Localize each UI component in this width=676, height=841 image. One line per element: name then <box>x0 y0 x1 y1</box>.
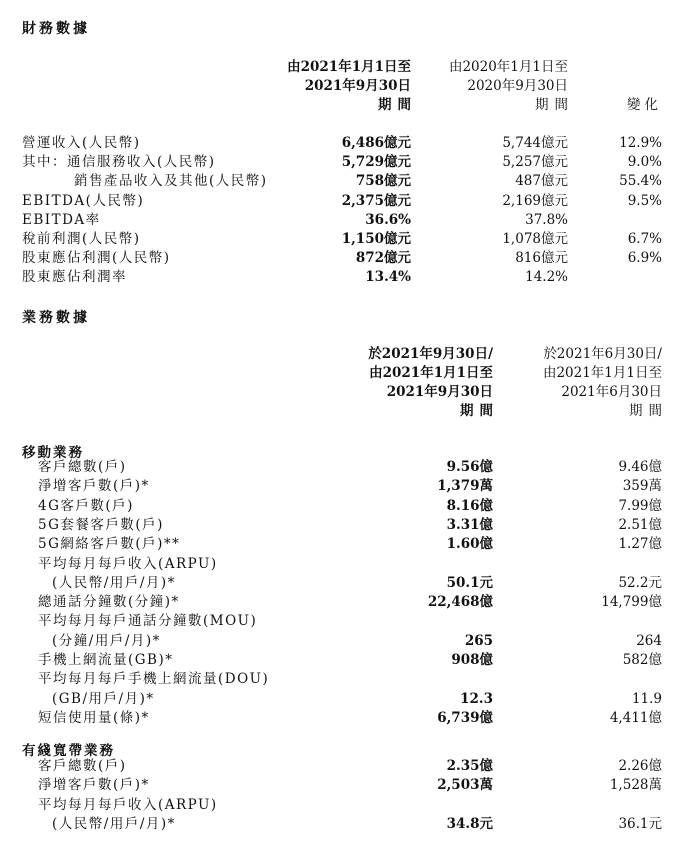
financial-row-change: 55.4% <box>619 173 662 189</box>
financial-row-label: 股東應佔利潤(人民幣) <box>22 250 171 266</box>
financial-header-current-line3: 期間 <box>378 97 417 113</box>
business-header-prior-line3: 2021年6月30日 <box>561 384 662 400</box>
business-header-prior-line2: 由2021年1月1日至 <box>542 365 662 381</box>
mobile-row-prior-value: 4,411億 <box>609 710 662 726</box>
mobile-row-label: 平均每月每戶收入(ARPU) <box>38 556 218 572</box>
financial-row-change: 9.0% <box>627 154 662 170</box>
mobile-row-label: 平均每月每戶通話分鐘數(MOU) <box>38 613 258 629</box>
mobile-row-current-value: 6,739億 <box>437 710 493 726</box>
financial-section-title: 財務數據 <box>22 21 90 37</box>
broadband-row-current-value: 2,503萬 <box>437 777 493 793</box>
financial-header-change: 變化 <box>627 97 662 113</box>
broadband-row-label: (人民幣/用戶/月)* <box>52 816 176 832</box>
mobile-row-current-value: 50.1元 <box>446 575 493 591</box>
mobile-row-prior-value: 9.46億 <box>618 459 662 475</box>
financial-row-current-value: 13.4% <box>365 269 411 285</box>
mobile-row-label: 手機上網流量(GB)* <box>38 652 174 668</box>
mobile-row-label: 4G客戶數(戶) <box>38 498 134 514</box>
mobile-row-label: 短信使用量(條)* <box>38 710 150 726</box>
financial-row-change: 6.7% <box>627 231 662 247</box>
financial-row-label: EBITDA(人民幣) <box>22 193 145 209</box>
financial-row-prior-value: 14.2% <box>525 269 568 285</box>
financial-row-prior-value: 5,744億元 <box>502 135 568 151</box>
financial-row-label: 其中：通信服務收入(人民幣) <box>22 154 216 170</box>
financial-row-label: 營運收入(人民幣) <box>22 135 141 151</box>
mobile-row-label: (分鐘/用戶/月)* <box>52 633 161 649</box>
mobile-row-label: (人民幣/用戶/月)* <box>52 575 176 591</box>
financial-row-prior-value: 37.8% <box>525 212 568 228</box>
mobile-row-label: 5G套餐客戶數(戶) <box>38 517 164 533</box>
financial-row-current-value: 36.6% <box>365 212 411 228</box>
broadband-row-current-value: 34.8元 <box>446 816 493 832</box>
financial-row-prior-value: 5,257億元 <box>502 154 568 170</box>
mobile-row-prior-value: 52.2元 <box>618 575 662 591</box>
financial-row-label: 銷售產品收入及其他(人民幣) <box>74 173 268 189</box>
financial-row-current-value: 2,375億元 <box>341 193 411 209</box>
mobile-row-label: 總通話分鐘數(分鐘)* <box>38 594 180 610</box>
financial-row-change: 9.5% <box>627 193 662 209</box>
mobile-row-label: 客戶總數(戶) <box>38 459 127 475</box>
financial-header-current-line2: 2021年9月30日 <box>304 78 411 94</box>
mobile-row-label: 平均每月每戶手機上網流量(DOU) <box>38 671 270 687</box>
financial-row-change: 6.9% <box>627 250 662 266</box>
business-header-current-line1: 於2021年9月30日/ <box>368 346 493 362</box>
mobile-row-current-value: 22,468億 <box>427 594 493 610</box>
mobile-row-prior-value: 2.51億 <box>618 517 662 533</box>
broadband-row-prior-value: 1,528萬 <box>609 777 662 793</box>
financial-header-current-line1: 由2021年1月1日至 <box>287 59 411 75</box>
business-header-prior-line1: 於2021年6月30日/ <box>543 346 662 362</box>
business-header-current-line4: 期間 <box>460 403 499 419</box>
business-header-current-line2: 由2021年1月1日至 <box>369 365 493 381</box>
financial-row-prior-value: 1,078億元 <box>502 231 568 247</box>
business-header-current-line3: 2021年9月30日 <box>386 384 493 400</box>
mobile-row-prior-value: 11.9 <box>631 691 662 707</box>
financial-row-current-value: 872億元 <box>355 250 411 266</box>
mobile-row-current-value: 265 <box>464 633 493 649</box>
mobile-row-current-value: 3.31億 <box>446 517 493 533</box>
broadband-row-label: 淨增客戶數(戶)* <box>38 777 150 793</box>
mobile-row-prior-value: 359萬 <box>622 478 662 494</box>
mobile-row-current-value: 8.16億 <box>446 498 493 514</box>
broadband-row-prior-value: 2.26億 <box>618 758 662 774</box>
mobile-row-prior-value: 14,799億 <box>601 594 662 610</box>
business-header-prior-period <box>542 345 668 421</box>
financial-header-prior-line1: 由2020年1月1日至 <box>448 59 568 75</box>
mobile-row-prior-value: 582億 <box>622 652 662 668</box>
broadband-row-prior-value: 36.1元 <box>618 816 662 832</box>
financial-header-prior-line2: 2020年9月30日 <box>467 78 568 94</box>
mobile-row-prior-value: 264 <box>636 633 662 649</box>
financial-header-prior-line3: 期間 <box>535 97 574 113</box>
financial-row-change: 12.9% <box>619 135 662 151</box>
mobile-row-prior-value: 7.99億 <box>618 498 662 514</box>
mobile-row-label: 淨增客戶數(戶)* <box>38 478 150 494</box>
financial-row-label: EBITDA率 <box>22 212 101 228</box>
financial-row-current-value: 5,729億元 <box>341 154 411 170</box>
financial-header-prior-period <box>448 58 574 115</box>
mobile-business-title: 移動業務 <box>22 445 84 461</box>
financial-row-prior-value: 487億元 <box>515 173 568 189</box>
mobile-row-current-value: 1,379萬 <box>437 478 493 494</box>
financial-row-current-value: 1,150億元 <box>341 231 411 247</box>
business-section-title: 業務數據 <box>22 310 90 326</box>
financial-row-prior-value: 816億元 <box>515 250 568 266</box>
mobile-row-current-value: 908億 <box>451 652 493 668</box>
mobile-row-label: 5G網絡客戶數(戶)** <box>38 536 181 552</box>
broadband-row-current-value: 2.35億 <box>446 758 493 774</box>
financial-row-prior-value: 2,169億元 <box>502 193 568 209</box>
mobile-row-current-value: 12.3 <box>460 691 493 707</box>
broadband-row-label: 客戶總數(戶) <box>38 758 127 774</box>
mobile-row-prior-value: 1.27億 <box>618 536 662 552</box>
business-header-prior-line4: 期間 <box>629 403 668 419</box>
mobile-row-current-value: 1.60億 <box>446 536 493 552</box>
financial-header-current-period <box>287 58 417 115</box>
broadband-business-title: 有綫寬帶業務 <box>22 743 115 759</box>
mobile-row-label: (GB/用戶/月)* <box>52 691 155 707</box>
financial-row-current-value: 6,486億元 <box>341 135 411 151</box>
business-header-current-period <box>368 345 499 421</box>
broadband-row-label: 平均每月每戶收入(ARPU) <box>38 797 218 813</box>
financial-row-current-value: 758億元 <box>355 173 411 189</box>
financial-row-label: 稅前利潤(人民幣) <box>22 231 141 247</box>
mobile-row-current-value: 9.56億 <box>446 459 493 475</box>
financial-row-label: 股東應佔利潤率 <box>22 269 127 285</box>
